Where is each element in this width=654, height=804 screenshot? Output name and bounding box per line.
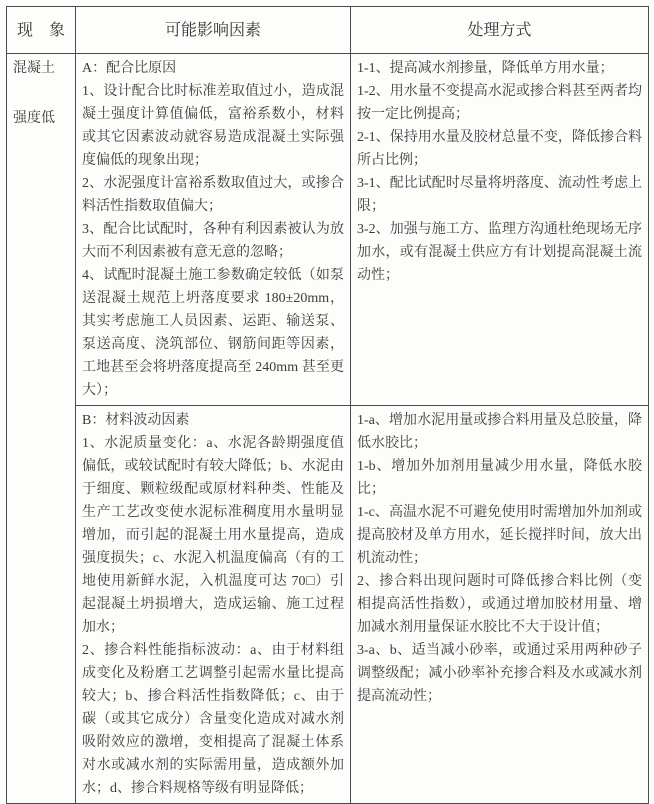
factor-item: 4、试配时混凝土施工参数确定较低（如泵送混凝土规范上坍落度要求 180±20mm，其实考虑施工人员因素、运距、输送泵、泵送高度、浇筑部位、钢筋间距等因素，工地甚至会将坍落度提高至 240mm 甚至更大）； [82, 268, 344, 398]
treatment-item: 2、掺合料出现问题时可降低掺合料比例（变相提高活性指数），或通过增加胶材用量、增加减水剂用量保证水胶比不大于设计值； [357, 574, 642, 635]
treatment-item: 1-2、用水量不变提高水泥或掺合料甚至两者均按一定比例提高； [357, 84, 642, 122]
phenomenon-cell [7, 54, 76, 804]
concrete-strength-table [6, 6, 649, 804]
factor-item: 1、设计配合比时标准差取值过小，造成混凝土强度计算值偏低，富裕系数小，材料或其它因素波动就容易造成混凝土实际强度偏低的现象出现； [82, 84, 344, 168]
factor-item: 3、配合比试配时，各种有利因素被认为放大而不利因素被有意无意的忽略； [82, 222, 344, 260]
section-title: A：配合比原因 [82, 61, 177, 76]
factor-item: 2、掺合料性能指标波动：a、由于材料组成变化及粉磨工艺调整引起需水量比提高较大；b、掺合料活性指数降低；c、由于碳（或其它成分）含量变化造成对减水剂吸附效应的激增，变相提高了混凝土体系对水或减水剂的实际需用量，造成额外加水；d、掺合料规格等级有明显降低； [82, 643, 344, 796]
factor-item: 1、水泥质量变化：a、水泥各龄期强度值偏低，或较试配时有较大降低；b、水泥由于细度、颗粒级配或原材料种类、性能及生产工艺改变使水泥标准稠度用水量明显增加，而引起的混凝土用水量提高，造成强度损失；c、水泥入机温度偏高（有的工地使用新鲜水泥，入机温度可达 70□）引起混凝土坍损增大，造成运输、施工过程加水； [82, 436, 344, 635]
treatment-item: 1-a、增加水泥用量或掺合料用量及总胶量，降低水胶比； [357, 413, 642, 451]
treatment-item: 3-1、配比试配时尽量将坍落度、流动性考虑上限； [357, 176, 642, 214]
phenomenon-line: 强度低 [13, 111, 55, 126]
treatments-cell-a [351, 54, 649, 406]
treatment-item: 1-1、提高减水剂掺量，降低单方用水量； [357, 61, 614, 76]
table-row-section-a [7, 54, 649, 406]
header-phenomenon: 现 象 [7, 7, 76, 54]
treatment-item: 1-b、增加外加剂用量减少用水量，降低水胶比； [357, 459, 642, 497]
header-row [7, 7, 649, 54]
header-treatment-method: 处理方式 [351, 7, 649, 54]
treatment-item: 3-a、b、适当减小砂率，或通过采用两种砂子调整级配；减小砂率补充掺合料及水或减水剂提高流动性； [357, 643, 642, 704]
section-title: B：材料波动因素 [82, 413, 190, 428]
treatment-item: 2-1、保持用水量及胶材总量不变，降低掺合料所占比例； [357, 130, 642, 168]
treatment-item: 1-c、高温水泥不可避免使用时需增加外加剂或提高胶材及单方用水，延长搅拌时间，放大出机流动性； [357, 505, 642, 566]
treatment-item: 3-2、加强与施工方、监理方沟通杜绝现场无序加水，或有混凝土供应方有计划提高混凝土流动性； [357, 222, 642, 283]
phenomenon-line: 混凝土 [13, 61, 55, 76]
header-possible-factors: 可能影响因素 [76, 7, 351, 54]
factors-cell-b [76, 406, 351, 804]
factors-cell-a [76, 54, 351, 406]
factor-item: 2、水泥强度计富裕系数取值过大，或掺合料活性指数取值偏大； [82, 176, 344, 214]
table-row-section-b [7, 406, 649, 804]
treatments-cell-b [351, 406, 649, 804]
